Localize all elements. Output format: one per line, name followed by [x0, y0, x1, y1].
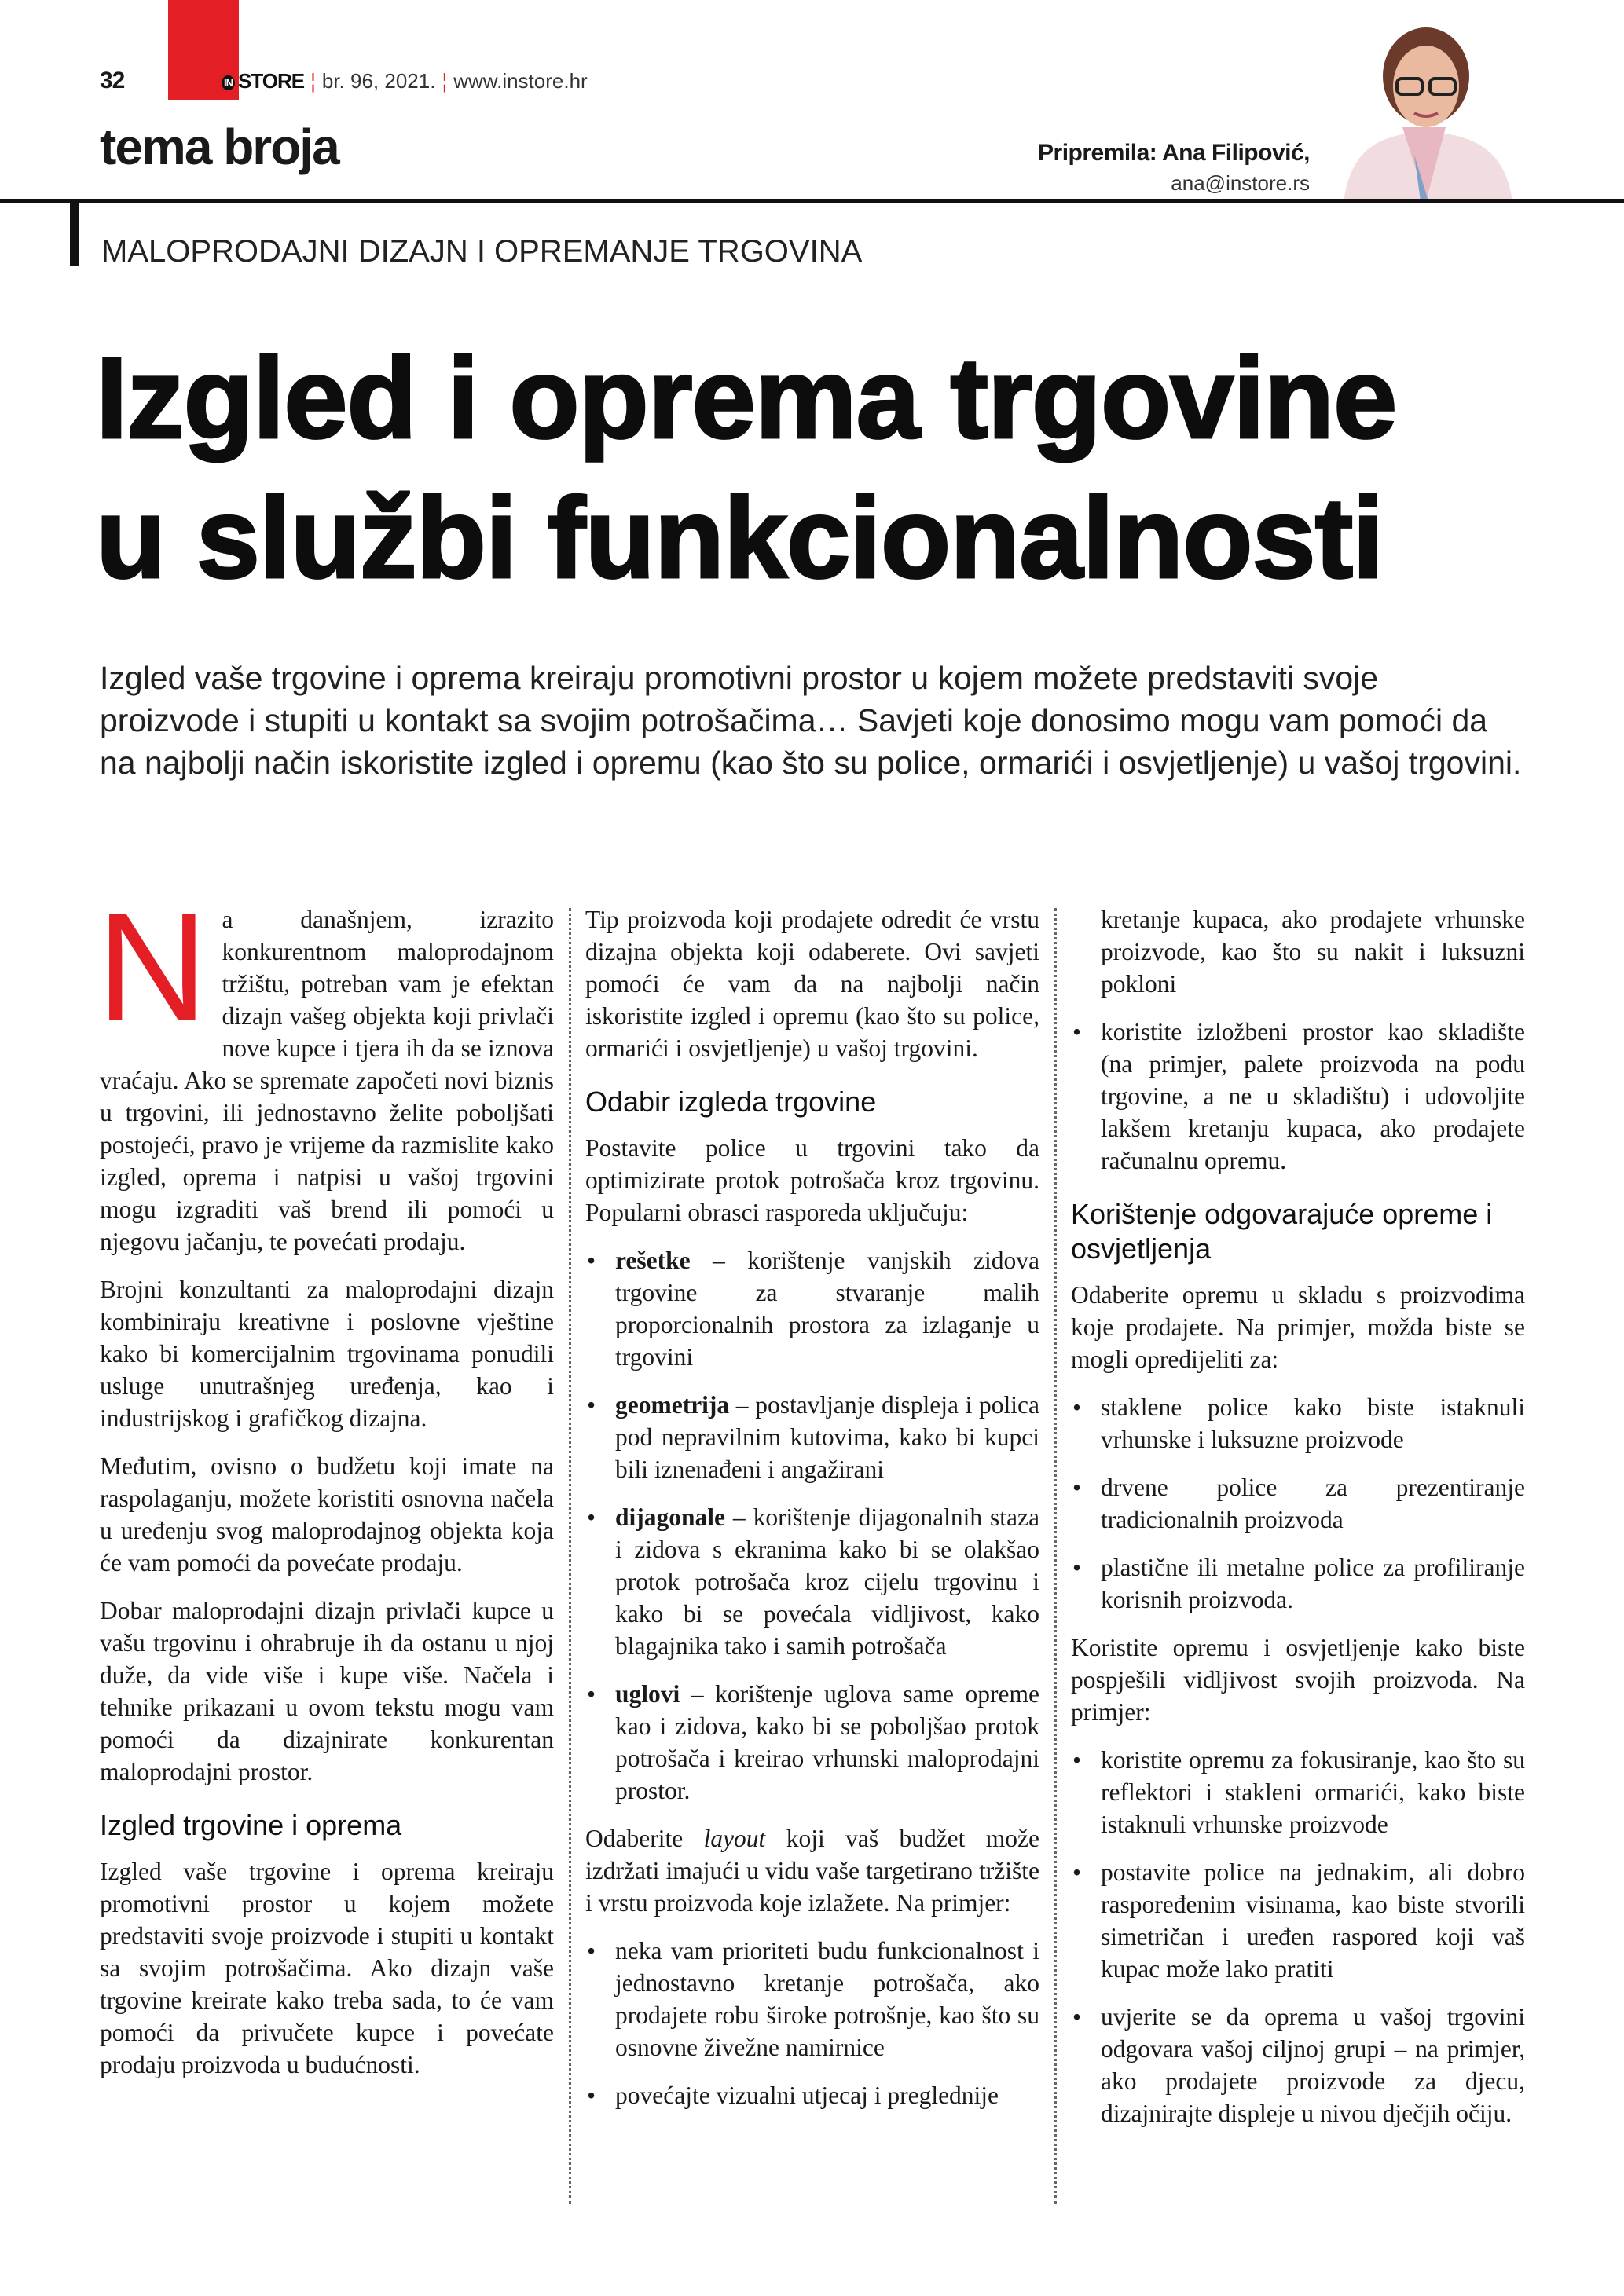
body-paragraph: Dobar maloprodajni dizajn privlači kupce u vašu trgovinu i ohrabruje ih da ostanu u njoj duže, da vide više i kupe više. Načela i tehnike prikazani u ovom tekstu mogu vam pomoći da dizajnirate konkurentan maloprodajni prostor.: [100, 1597, 554, 1785]
subheading: Korištenje odgovarajuće opreme i osvjetljenja: [1071, 1198, 1493, 1265]
list-term: rešetke: [615, 1247, 691, 1274]
list-text: uvjerite se da oprema u vašoj trgovini odgovara vašoj ciljnoj grupi – na primjer, ako prodajete proizvode za djecu, dizajnirajte displeje u nivou dječjih očiju.: [1101, 2003, 1525, 2127]
list-item: [585, 1501, 1039, 1662]
list-text: koristite izložbeni prostor kao skladište (na primjer, palete proizvoda na podu trgovine, a ne u skladištu) i udovoljite lakšem kretanju kupaca, ako prodajete računalnu opremu.: [1101, 1018, 1525, 1174]
author-name: Pripremila: Ana Filipović,: [1038, 140, 1310, 166]
list-item: [1071, 1016, 1525, 1177]
body-paragraph: Tip proizvoda koji prodajete odredit će vrstu dizajna objekta koji odaberete. Ovi savjeti pomoći će vam da na najbolji način iskoristite izgled i opremu (kao što su police, ormarići i osvjetljenje) u vašoj trgovini.: [585, 906, 1039, 1062]
body-paragraph: Izgled vaše trgovine i oprema kreiraju promotivni prostor u kojem možete predstaviti svoje proizvode i stupiti u kontakt sa svojim potrošačima. Ako dizajn vaše trgovine kreirate kako treba sada, to će vam pomoći da privučete kupce i povećate prodaju proizvoda u budućnosti.: [100, 1858, 554, 2078]
bullet-list: [585, 1244, 1039, 1807]
list-item: [585, 1389, 1039, 1485]
lead-paragraph: Izgled vaše trgovine i oprema kreiraju promotivni prostor u kojem možete predstaviti svoje proizvode i stupiti u kontakt sa svojim potrošačima… Savjeti koje donosimo mogu vam pomoći da na najbolji način iskoristite izgled i opremu (kao što su police, ormarići i osvjetljenje) u vašoj trgovini.: [100, 660, 1522, 781]
column-1: [97, 881, 554, 2096]
subheading: Izgled trgovine i oprema: [100, 1809, 402, 1841]
body-paragraph: [97, 881, 554, 1258]
list-term: uglovi: [615, 1680, 680, 1708]
instore-logo: IN STORE: [222, 69, 304, 93]
headline-line-2: u službi funkcionalnosti: [96, 474, 1384, 602]
body-paragraph: Koristite opremu i osvjetljenje kako biste pospješili vidljivost svojih proizvoda. Na primjer:: [1071, 1634, 1525, 1726]
list-text: plastične ili metalne police za profiliranje korisnih proizvoda.: [1101, 1554, 1525, 1613]
list-item: [585, 1935, 1039, 2063]
list-text: – korištenje dijagonalnih staza i zidova s ekranima kako bi se olakšao protok potrošača kroz cijelu trgovinu i kako bi se povećala vidljivost, kako blagajnika tako i samih potrošača: [615, 1503, 1039, 1660]
list-text: staklene police kako biste istaknuli vrhunske i luksuzne proizvode: [1101, 1393, 1525, 1453]
bullet-list: [1071, 903, 1525, 1177]
headline: [96, 328, 1396, 608]
headline-line-1: Izgled i oprema trgovine: [96, 334, 1397, 462]
list-text: neka vam prioriteti budu funkcionalnost i jednostavno kretanje potrošača, ako prodajete robu široke potrošnje, kao što su osnovne živežne namirnice: [615, 1937, 1039, 2061]
body-paragraph: Odaberite opremu u skladu s proizvodima koje prodajete. Na primjer, možda biste se mogli opredijeliti za:: [1071, 1281, 1525, 1373]
list-text: postavite police na jednakim, ali dobro raspoređenim visinama, kao biste stvorili simetričan i uređen raspored koji vaš kupac može lako pratiti: [1101, 1858, 1525, 1983]
list-item: [585, 2079, 1039, 2111]
list-item: [1071, 1856, 1525, 1985]
list-text: koristite opremu za fokusiranje, kao što su reflektori i stakleni ormarići, kako biste istaknuli vrhunske proizvode: [1101, 1746, 1525, 1838]
list-item: [1071, 1391, 1525, 1456]
list-text: – postavljanje displeja i polica pod nepravilnim kutovima, kako bi kupci bili iznenađeni i angažirani: [615, 1391, 1039, 1483]
paragraph-text: Odaberite: [585, 1825, 704, 1852]
column-3: [1071, 903, 1525, 2145]
bullet-list: [585, 1935, 1039, 2111]
list-item: [585, 1244, 1039, 1373]
bullet-list: [1071, 1744, 1525, 2129]
page-number: 32: [100, 68, 125, 93]
author-email[interactable]: ana@instore.rs: [1171, 171, 1310, 195]
body-paragraph: [585, 1822, 1039, 1919]
paragraph-text: a današnjem, izrazito konkurentnom maloprodajnom tržištu, potreban vam je efektan dizajn vašeg objekta koji privlači nove kupce i tjera ih da se iznova vraćaju. Ako se spremate započeti novi biznis u trgovini, ili jednostavno želite poboljšati postojeći, pravo je vrijeme da razmislite kako izgled, oprema i natpisi u vašoj trgovini mogu izgraditi vaš brend ili pomoći u njegovu jačanju, te povećati prodaju.: [100, 906, 554, 1255]
list-text: drvene police za prezentiranje tradicionalnih proizvoda: [1101, 1474, 1525, 1533]
paragraph-text: koji vaš budžet može izdržati imajući u vidu vaše targetirano tržište i vrstu proizvoda koje izlažete. Na primjer:: [585, 1825, 1040, 1917]
header-divider: [0, 199, 1624, 203]
list-text: – korištenje uglova same opreme kao i zidova, kako bi se poboljšao protok potrošača i kreirao vrhunski maloprodajni prostor.: [615, 1680, 1039, 1804]
list-item: [1071, 1471, 1525, 1536]
rubric-title: tema broja: [100, 119, 339, 175]
body-paragraph: Brojni konzultanti za maloprodajni dizajn kombiniraju kreativne i poslovne vještine kako bi komercijalnim trgovinama ponudili usluge unutrašnjeg uređenja, kao i industrijskog i grafičkog dizajna.: [100, 1276, 554, 1432]
list-text: – korištenje vanjskih zidova trgovine za stvaranje malih proporcionalnih prostora za izlaganje u trgovini: [615, 1247, 1039, 1371]
section-marker: [70, 203, 79, 266]
body-paragraph: Postavite police u trgovini tako da optimizirate protok potrošača kroz trgovinu. Popularni obrasci rasporeda uključuju:: [585, 1134, 1039, 1226]
list-text: kretanje kupaca, ako prodajete vrhunske proizvode, kao što su nakit i luksuzni pokloni: [1101, 906, 1525, 998]
italic-term: layout: [703, 1825, 766, 1852]
list-term: dijagonale: [615, 1503, 726, 1531]
list-text: povećajte vizualni utjecaj i preglednije: [615, 2082, 999, 2109]
list-term: geometrija: [615, 1391, 730, 1419]
list-item: [585, 1678, 1039, 1807]
column-divider: [569, 908, 571, 2204]
author-block: [1038, 140, 1310, 196]
website-link[interactable]: www.instore.hr: [453, 69, 588, 93]
issue-number: br. 96, 2021.: [321, 69, 436, 93]
drop-cap: N: [97, 881, 208, 1053]
author-photo: [1328, 17, 1524, 201]
section-label: MALOPRODAJNI DIZAJN I OPREMANJE TRGOVINA: [101, 234, 863, 269]
column-divider: [1054, 908, 1057, 2204]
bullet-list: [1071, 1391, 1525, 1616]
list-item: [1071, 2001, 1525, 2129]
column-2: [585, 903, 1039, 2127]
issue-info: IN STORE ¦ br. 96, 2021. ¦ www.instore.hr: [222, 69, 588, 93]
body-paragraph: Međutim, ovisno o budžetu koji imate na raspolaganju, možete koristiti osnovna načela u uređenju svog maloprodajnog objekta koja će vam pomoći da povećate prodaju.: [100, 1452, 554, 1576]
list-item: [1071, 1551, 1525, 1616]
list-item: [1071, 903, 1525, 1000]
list-item: [1071, 1744, 1525, 1840]
subheading: Odabir izgleda trgovine: [585, 1086, 877, 1118]
